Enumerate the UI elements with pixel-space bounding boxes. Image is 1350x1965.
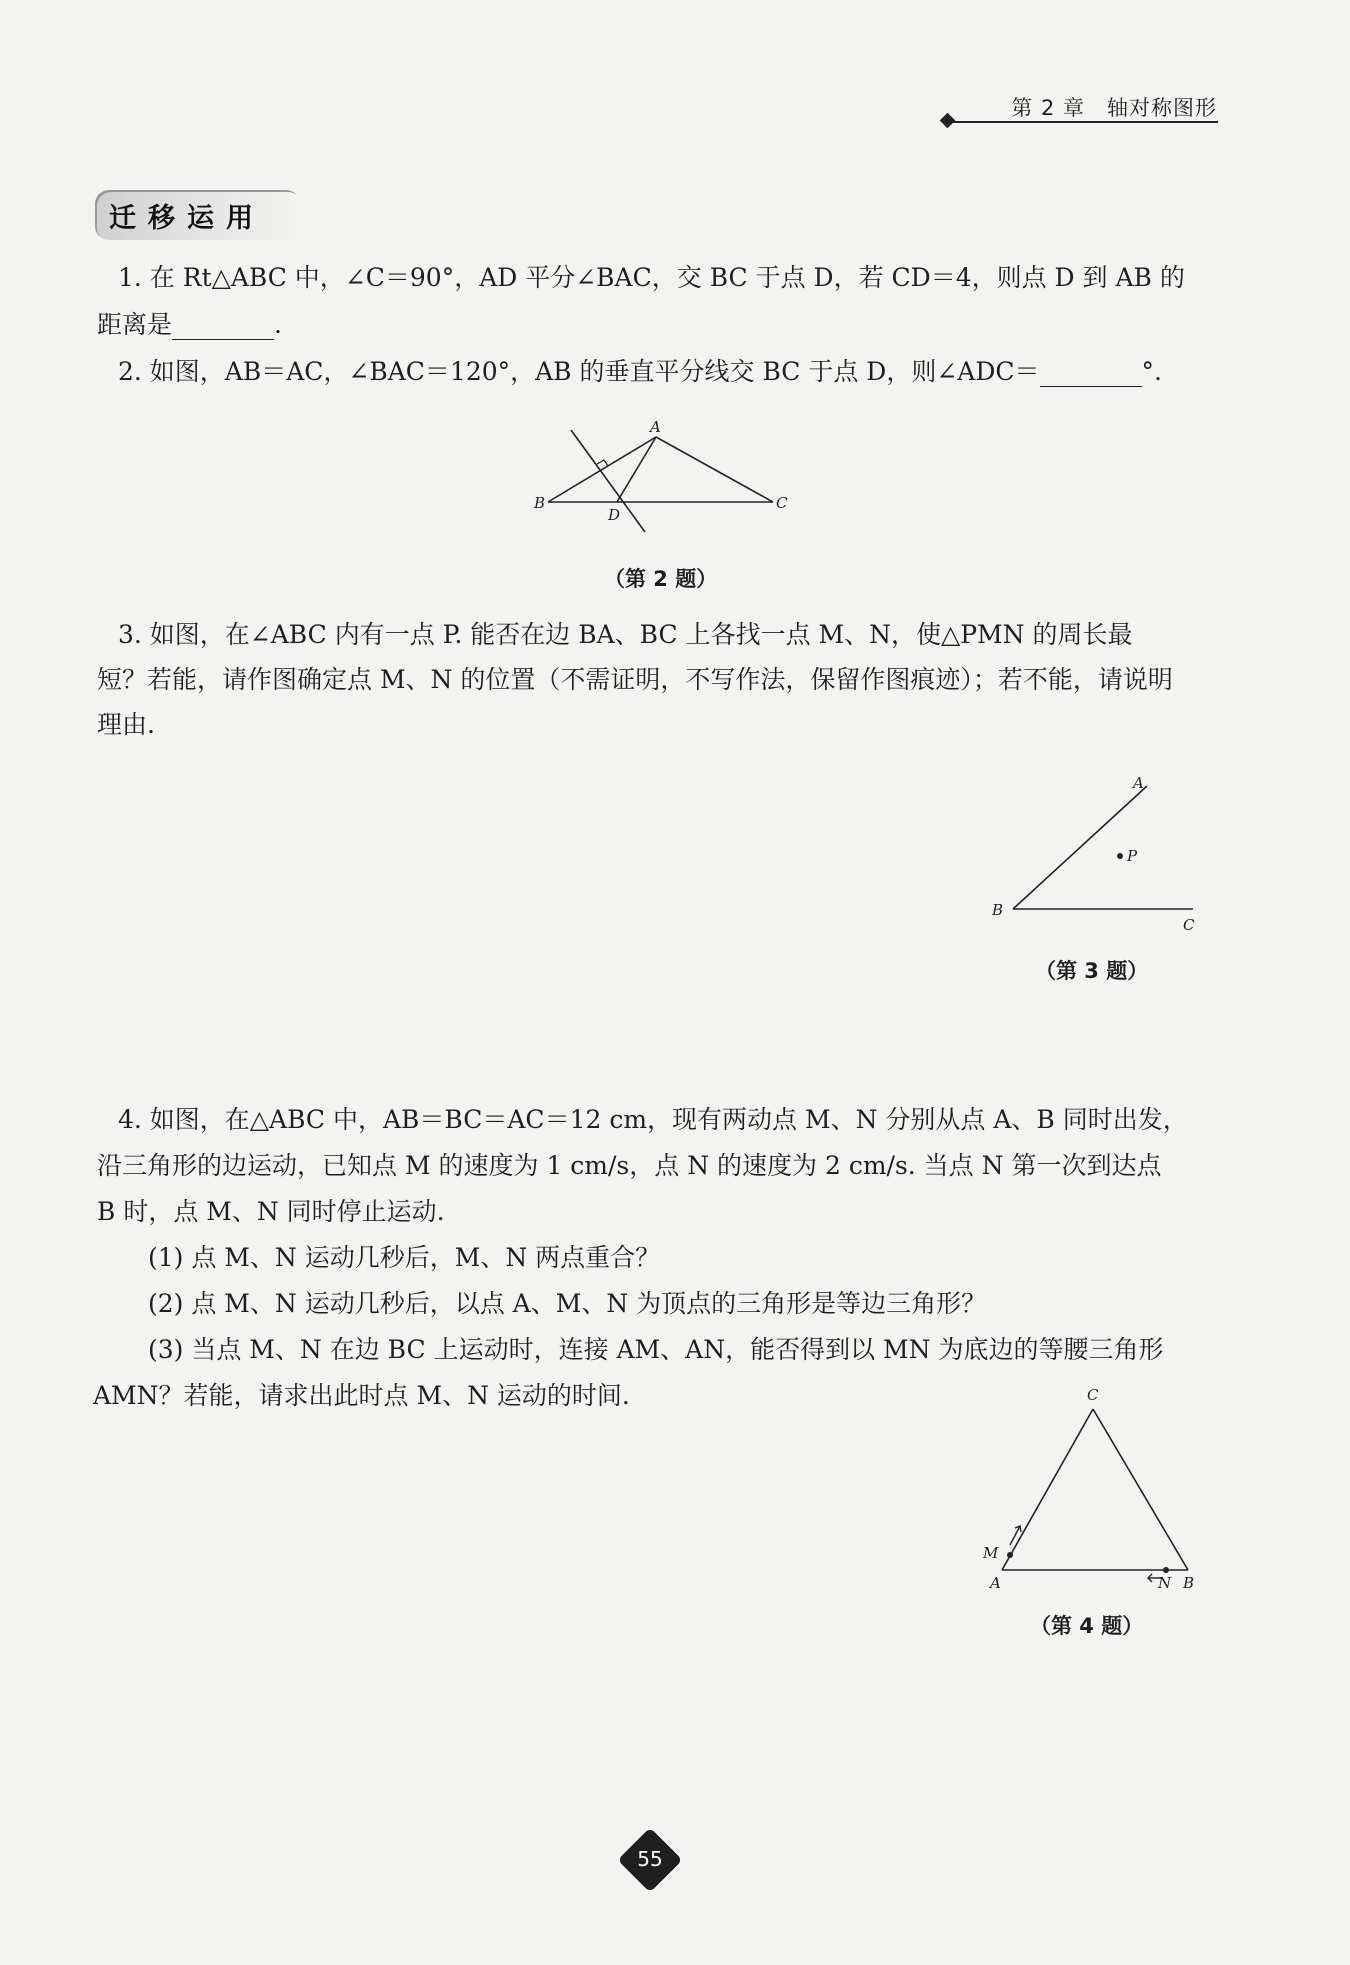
q2-segment-ad	[617, 437, 656, 502]
page-number: 55	[637, 1847, 663, 1871]
q3-label-c: C	[1183, 916, 1195, 934]
q1-line1: 1. 在 Rt△ABC 中，∠C＝90°，AD 平分∠BAC，交 BC 于点 D，若 CD＝4，则点 D 到 AB 的	[118, 263, 1185, 292]
q2-label-b: B	[534, 494, 546, 512]
q2-line1-text: 2. 如图，AB＝AC，∠BAC＝120°，AB 的垂直平分线交 BC 于点 D，则∠ADC＝	[118, 357, 1040, 386]
q3-line1: 3. 如图，在∠ABC 内有一点 P. 能否在边 BA、BC 上各找一点 M、N，使△PMN 的周长最	[118, 620, 1133, 649]
header-diamond-icon	[940, 113, 956, 129]
q2-caption: （第 2 题）	[604, 567, 718, 591]
q2-label-c: C	[776, 494, 788, 512]
q3-point-p	[1117, 853, 1123, 859]
q4-point-n	[1163, 1567, 1169, 1573]
q4-label-m: M	[983, 1544, 999, 1562]
q2-segment-ac	[656, 437, 773, 502]
q3-caption: （第 3 题）	[1035, 959, 1149, 983]
q4-line3: B 时，点 M、N 同时停止运动.	[97, 1197, 445, 1226]
q1-line2-text: 距离是	[97, 310, 173, 339]
q3-line3: 理由.	[97, 710, 155, 739]
q2-label-d: D	[608, 506, 621, 524]
header-rule	[950, 121, 1218, 123]
q4-line1: 4. 如图，在△ABC 中，AB＝BC＝AC＝12 cm，现有两动点 M、N 分别从点 A、B 同时出发，	[118, 1105, 1188, 1134]
q3-figure	[985, 770, 1210, 940]
q3-line2: 短？若能，请作图确定点 M、N 的位置（不需证明，不写作法，保留作图痕迹）；若不能，请说明	[97, 665, 1173, 694]
q2-line1	[118, 357, 1162, 387]
q4-label-c: C	[1087, 1386, 1099, 1404]
q4-sub1: (1) 点 M、N 运动几秒后，M、N 两点重合？	[148, 1243, 661, 1272]
q4-side-ac	[1002, 1409, 1093, 1570]
q4-figure	[980, 1385, 1205, 1600]
q4-caption: （第 4 题）	[1030, 1614, 1144, 1638]
q3-label-a: A	[1133, 774, 1144, 792]
chapter-header: 第 2 章 轴对称图形	[1011, 96, 1217, 120]
section-banner	[95, 190, 300, 240]
q2-label-a: A	[650, 420, 661, 436]
q4-sub3b: AMN？若能，请求出此时点 M、N 运动的时间.	[93, 1381, 630, 1410]
q4-label-a: A	[990, 1574, 1001, 1592]
q4-label-n: N	[1158, 1574, 1172, 1592]
q3-label-p: P	[1127, 847, 1138, 865]
q4-label-b: B	[1183, 1574, 1195, 1592]
q1-line2: 距离是 .	[97, 310, 282, 339]
q2-degree: °.	[1141, 357, 1162, 386]
q2-segment-ab	[548, 437, 656, 502]
q3-label-b: B	[992, 901, 1004, 919]
q1-answer-blank	[172, 313, 274, 340]
q4-line2: 沿三角形的边运动，已知点 M 的速度为 1 cm/s，点 N 的速度为 2 cm/s. 当点 N 第一次到达点	[97, 1151, 1162, 1180]
q2-figure	[525, 420, 795, 535]
q4-point-m	[1007, 1552, 1013, 1558]
q2-right-angle-mark	[597, 460, 608, 466]
q2-answer-blank	[1040, 360, 1142, 387]
q4-sub3a: (3) 当点 M、N 在边 BC 上运动时，连接 AM、AN，能否得到以 MN 为底边的等腰三角形	[148, 1335, 1164, 1364]
q4-side-bc	[1093, 1409, 1188, 1570]
section-title: 迁移运用	[109, 203, 265, 234]
q4-sub2: (2) 点 M、N 运动几秒后，以点 A、M、N 为顶点的三角形是等边三角形？	[148, 1289, 987, 1318]
